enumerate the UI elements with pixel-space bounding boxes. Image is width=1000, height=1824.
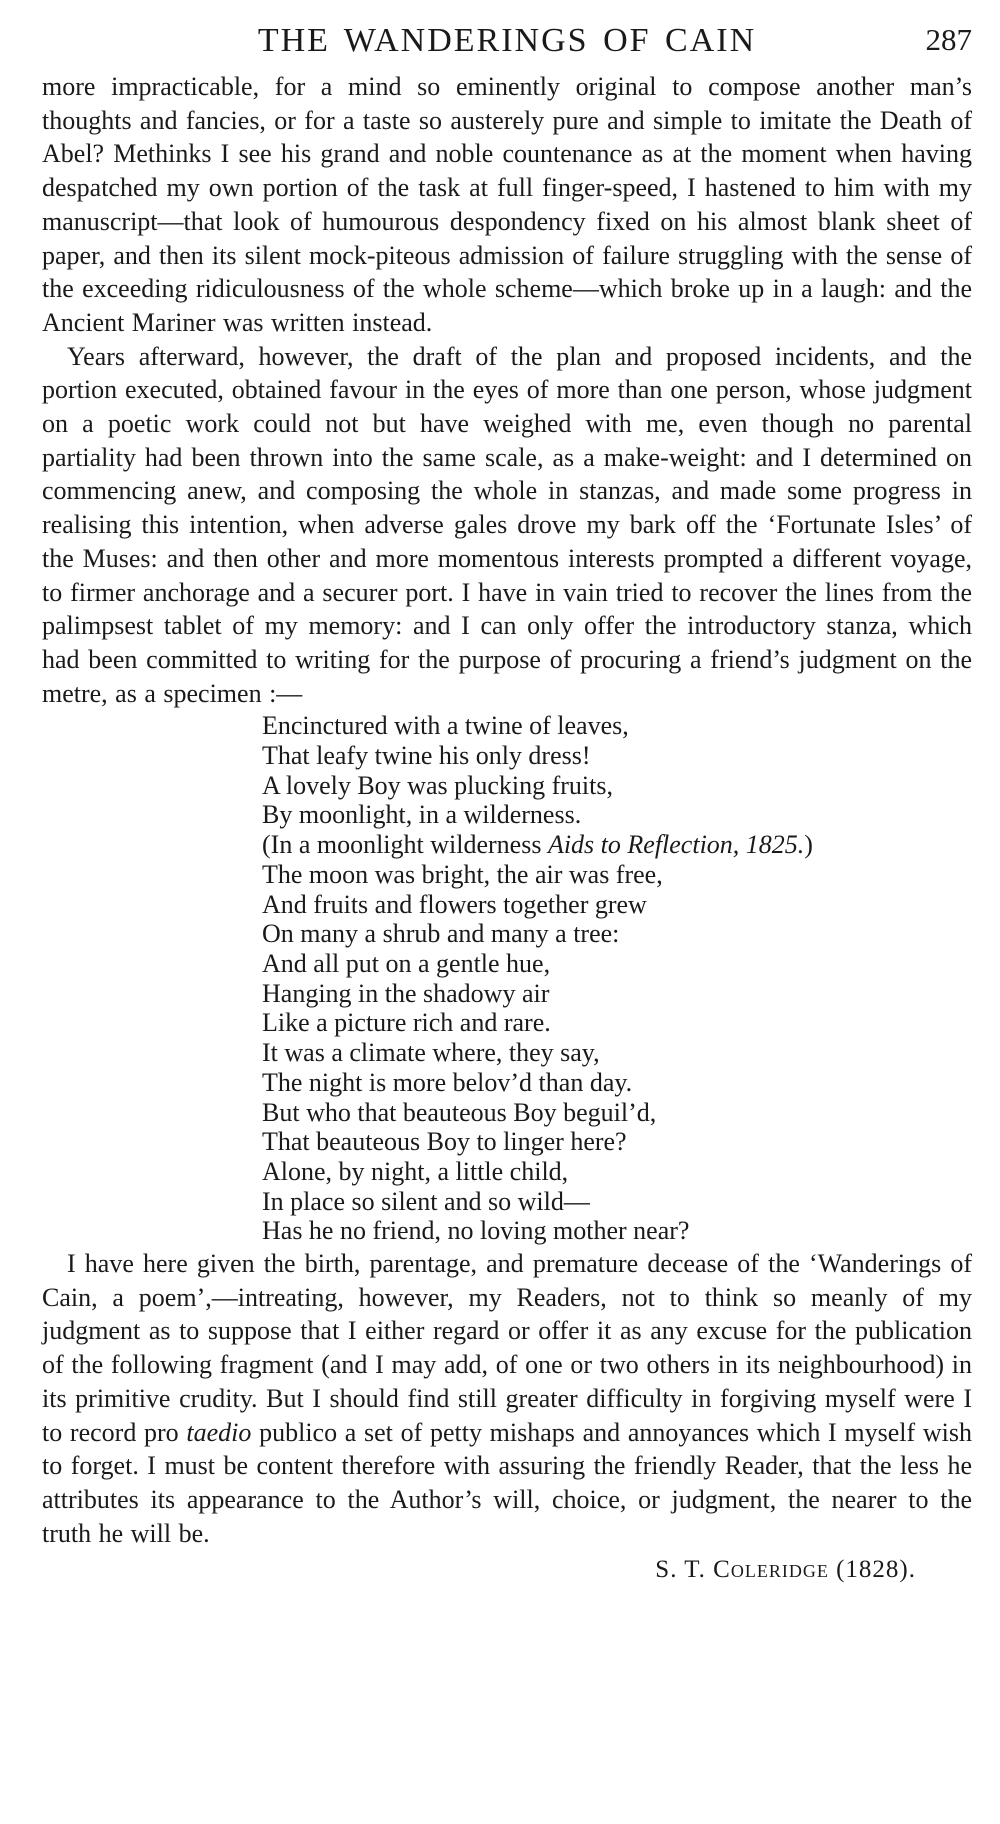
verse-line: Encinctured with a twine of leaves, (262, 711, 629, 741)
verse-line: But who that beauteous Boy beguil’d, (262, 1097, 657, 1127)
page-title: THE WANDERINGS OF CAIN (257, 22, 757, 59)
verse-line: Has he no friend, no loving mother near? (262, 1216, 690, 1246)
variant-suffix: ) (804, 830, 813, 860)
page-number: 287 (925, 22, 972, 57)
variant-citation: Aids to Reflection, 1825. (547, 830, 805, 860)
paragraph-closing (42, 1247, 972, 1550)
verse-line: On many a shrub and many a tree: (262, 919, 620, 949)
verse-line: Alone, by night, a little child, (262, 1156, 569, 1186)
body-text (42, 70, 972, 710)
verse-line: The night is more belov’d than day. (262, 1067, 633, 1097)
closing-text-part: publico a set of petty mishaps and annoyances which I myself wish to forget. I must be content therefore with assuring the friendly Reader, that the less he attributes its appearance to the Author’s will, choice, or judgment, the nearer to the truth he will be. (42, 1417, 972, 1548)
verse-line: A lovely Boy was plucking fruits, (262, 770, 613, 800)
paragraph-continued: more impracticable, for a mind so eminently original to compose another man’s thoughts and fancies, or for a taste so austerely pure and simple to imitate the Death of Abel? Methinks I see his grand and noble countenance as at the moment when having despatched my own portion of the task at full finger-speed, I hastened to him with my manuscript—that look of humourous despondency fixed on his almost blank sheet of paper, and then its silent mock-piteous admission of failure struggling with the sense of the exceeding ridiculousness of the whole scheme—which broke up in a laugh: and the Ancient Mariner was written instead. (42, 72, 972, 337)
body-text-closing (42, 1247, 972, 1550)
running-head (42, 0, 972, 70)
verse-stanza (262, 710, 972, 1247)
verse-line: It was a climate where, they say, (262, 1038, 600, 1068)
signature-initials: S. T. (655, 1556, 714, 1584)
paragraph-years-afterward: Years afterward, however, the draft of the plan and proposed incidents, and the portion executed, obtained favour in the eyes of more than one person, whose judgment on a poetic work could not but have weighed with me, even though no parental partiality had been thrown into the same scale, as a make-weight: and I determined on commencing anew, and composing the whole in stanzas, and made some progress in realising this intention, when adverse gales drove my bark off the ‘Fortunate Isles’ of the Muses: and then other and more momentous interests prompted a different voyage, to firmer anchorage and a securer port. I have in vain tried to recover the lines from the palimpsest tablet of my memory: and I can only offer the introductory stanza, which had been committed to writing for the purpose of procuring a friend’s judgment on the metre, as a specimen :— (42, 341, 972, 708)
variant-prefix: (In a moonlight wilderness (262, 830, 548, 860)
verse-line: Like a picture rich and rare. (262, 1008, 551, 1038)
verse-line: And fruits and flowers together grew (262, 889, 647, 919)
verse-line: By moonlight, in a wilderness. (262, 800, 582, 830)
verse-line: That leafy twine his only dress! (262, 741, 591, 771)
closing-italic-word: taedio (186, 1417, 252, 1447)
verse-line: Hanging in the shadowy air (262, 978, 550, 1008)
closing-text-part: I have here given the birth, parentage, and premature decease of the ‘Wanderings of Cain, a poem’,—intreating, however, my Readers, not to think so meanly of my judgment as to suppose that I either regard or offer it as any excuse for the publication of the following fragment (and I may add, of one or two others in its neighbourhood) in its primitive crudity. But I should find still greater difficulty in forgiving myself were I to record pro (42, 1249, 972, 1447)
verse-line: In place so silent and so wild— (262, 1186, 590, 1216)
signature-date: (1828). (828, 1556, 916, 1584)
author-signature (42, 1556, 972, 1584)
verse-line: And all put on a gentle hue, (262, 948, 551, 978)
book-page (42, 0, 972, 1584)
verse-line: That beauteous Boy to linger here? (262, 1127, 627, 1157)
verse-line: The moon was bright, the air was free, (262, 859, 663, 889)
signature-surname: Coleridge (713, 1556, 829, 1584)
verse-variant-line (262, 830, 972, 860)
